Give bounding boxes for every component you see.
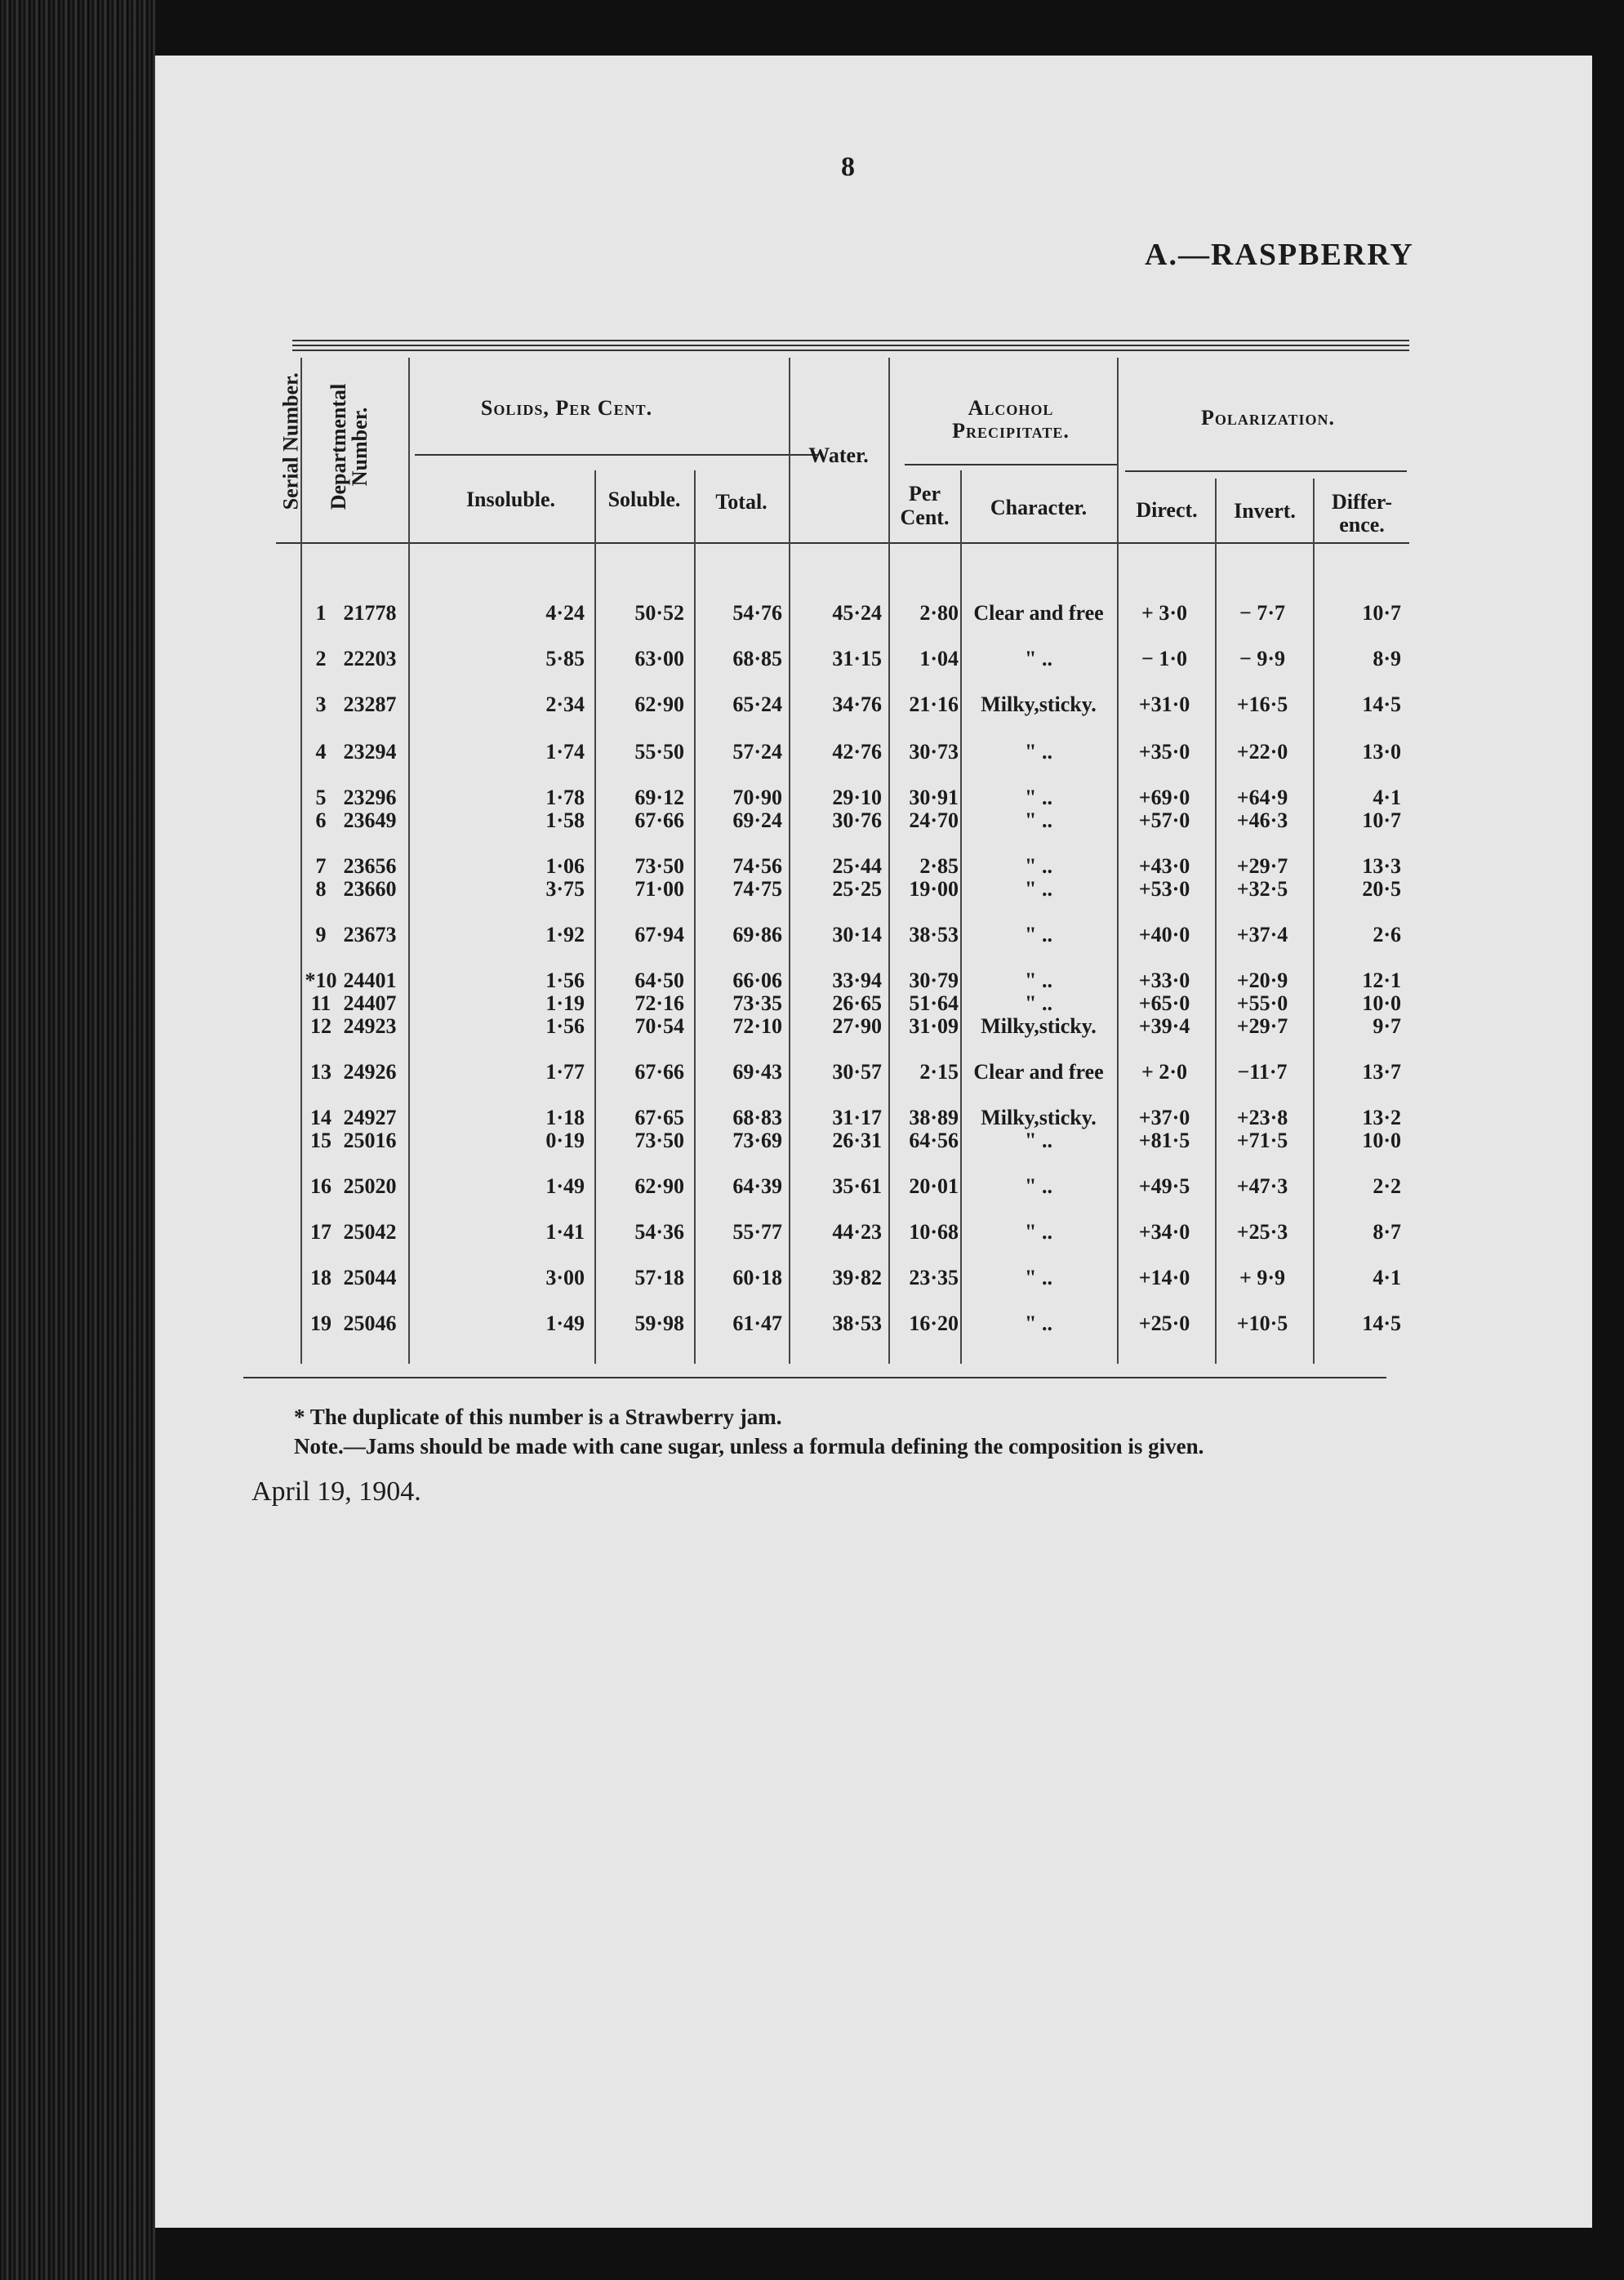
soluble-cell: 63·00	[634, 647, 684, 670]
serial-number-cell: 14	[310, 1106, 331, 1129]
character-cell: " ..	[1025, 854, 1052, 878]
soluble-cell: 73·50	[634, 854, 684, 878]
serial-number-cell: 19	[310, 1311, 331, 1335]
invert-cell: +22·0	[1236, 740, 1288, 764]
direct-cell: + 2·0	[1141, 1060, 1187, 1084]
table-bottom-rule	[243, 1377, 1386, 1378]
total-cell: 64·39	[732, 1174, 782, 1198]
invert-cell: +23·8	[1236, 1106, 1288, 1129]
invert-cell: − 7·7	[1239, 601, 1285, 625]
invert-cell: +25·3	[1236, 1220, 1288, 1244]
header-difference-line2: ence.	[1339, 513, 1385, 537]
direct-cell: +39·4	[1138, 1014, 1190, 1038]
soluble-cell: 69·12	[634, 786, 684, 809]
per-cent-cell: 24·70	[909, 808, 959, 832]
header-solids-group: Solids, Per Cent.	[480, 396, 653, 420]
character-cell: " ..	[1025, 1174, 1052, 1198]
header-water: Water.	[808, 443, 869, 467]
departmental-number-cell: 23649	[343, 808, 397, 832]
direct-cell: +35·0	[1138, 740, 1190, 764]
header-character: Character.	[990, 496, 1088, 519]
serial-number-cell: *10	[305, 969, 337, 992]
difference-cell: 20·5	[1362, 877, 1401, 901]
difference-cell: 13·2	[1362, 1106, 1401, 1129]
direct-cell: +69·0	[1138, 786, 1190, 809]
insoluble-cell: 1·06	[545, 854, 585, 878]
soluble-cell: 70·54	[634, 1014, 684, 1038]
table-top-rule-2	[292, 345, 1409, 346]
total-cell: 57·24	[732, 740, 782, 764]
invert-cell: +46·3	[1236, 808, 1288, 832]
total-cell: 74·56	[732, 854, 782, 878]
header-bottom-rule	[276, 542, 1409, 544]
per-cent-cell: 19·00	[909, 877, 959, 901]
departmental-number-cell: 21778	[343, 601, 397, 625]
character-cell: " ..	[1025, 923, 1052, 946]
per-cent-cell: 16·20	[909, 1311, 959, 1335]
departmental-number-cell: 24407	[343, 991, 397, 1015]
character-cell: Clear and free	[973, 601, 1104, 625]
departmental-number-cell: 25016	[343, 1129, 397, 1152]
total-cell: 69·86	[732, 923, 782, 946]
header-insoluble: Insoluble.	[465, 488, 556, 511]
direct-cell: +53·0	[1138, 877, 1190, 901]
insoluble-cell: 1·49	[545, 1174, 585, 1198]
total-cell: 70·90	[732, 786, 782, 809]
difference-cell: 2·6	[1373, 923, 1401, 946]
header-difference-line1: Differ-	[1331, 490, 1393, 514]
water-cell: 29·10	[832, 786, 882, 809]
insoluble-cell: 1·19	[545, 991, 585, 1015]
direct-cell: + 3·0	[1141, 601, 1187, 625]
soluble-cell: 62·90	[634, 692, 684, 716]
direct-cell: +65·0	[1138, 991, 1190, 1015]
difference-cell: 13·0	[1362, 740, 1401, 764]
solids-group-rule	[415, 454, 819, 456]
per-cent-cell: 1·04	[919, 647, 959, 670]
serial-number-cell: 4	[315, 740, 327, 764]
invert-cell: +10·5	[1236, 1311, 1288, 1335]
soluble-cell: 67·66	[634, 1060, 684, 1084]
soluble-cell: 67·66	[634, 808, 684, 832]
header-serial-number: Serial Number.	[278, 372, 303, 510]
serial-number-cell: 6	[315, 808, 327, 832]
serial-number-cell: 12	[310, 1014, 331, 1038]
per-cent-cell: 30·91	[909, 786, 959, 809]
difference-cell: 10·0	[1362, 991, 1401, 1015]
soluble-cell: 50·52	[634, 601, 684, 625]
departmental-number-cell: 24927	[343, 1106, 397, 1129]
character-cell: Milky,sticky.	[981, 1106, 1097, 1129]
total-cell: 66·06	[732, 969, 782, 992]
total-cell: 68·83	[732, 1106, 782, 1129]
soluble-cell: 72·16	[634, 991, 684, 1015]
water-cell: 35·61	[832, 1174, 882, 1198]
invert-cell: −11·7	[1237, 1060, 1288, 1084]
difference-cell: 13·7	[1362, 1060, 1401, 1084]
per-cent-cell: 31·09	[909, 1014, 959, 1038]
water-cell: 38·53	[832, 1311, 882, 1335]
header-alcohol-line1: Alcohol	[968, 396, 1054, 420]
serial-number-cell: 2	[315, 647, 327, 670]
serial-number-cell: 1	[315, 601, 327, 625]
water-cell: 45·24	[832, 601, 882, 625]
table-top-rule	[292, 340, 1409, 341]
difference-cell: 10·7	[1362, 601, 1401, 625]
water-cell: 39·82	[832, 1266, 882, 1289]
total-cell: 60·18	[732, 1266, 782, 1289]
insoluble-cell: 4·24	[545, 601, 585, 625]
header-soluble: Soluble.	[607, 488, 681, 511]
difference-cell: 8·7	[1373, 1220, 1401, 1244]
invert-cell: + 9·9	[1239, 1266, 1285, 1289]
insoluble-cell: 1·92	[545, 923, 585, 946]
invert-cell: +64·9	[1236, 786, 1288, 809]
alcohol-group-rule	[905, 464, 1119, 465]
water-cell: 33·94	[832, 969, 882, 992]
per-cent-cell: 51·64	[909, 991, 959, 1015]
serial-number-cell: 16	[310, 1174, 331, 1198]
invert-cell: +55·0	[1236, 991, 1288, 1015]
direct-cell: +37·0	[1138, 1106, 1190, 1129]
departmental-number-cell: 23287	[343, 692, 397, 716]
departmental-number-cell: 23296	[343, 786, 397, 809]
soluble-cell: 71·00	[634, 877, 684, 901]
soluble-cell: 67·65	[634, 1106, 684, 1129]
difference-cell: 2·2	[1373, 1174, 1401, 1198]
water-cell: 25·25	[832, 877, 882, 901]
per-cent-cell: 2·80	[919, 601, 959, 625]
direct-cell: +81·5	[1138, 1129, 1190, 1152]
header-per-cent-line1: Per	[909, 482, 941, 505]
insoluble-cell: 1·74	[545, 740, 585, 764]
soluble-cell: 73·50	[634, 1129, 684, 1152]
water-cell: 26·65	[832, 991, 882, 1015]
header-polarization-group: Polarization.	[1200, 406, 1336, 430]
direct-cell: +14·0	[1138, 1266, 1190, 1289]
soluble-cell: 67·94	[634, 923, 684, 946]
insoluble-cell: 0·19	[545, 1129, 585, 1152]
total-cell: 69·24	[732, 808, 782, 832]
header-alcohol-line2: Precipitate.	[952, 419, 1070, 443]
serial-number-cell: 13	[310, 1060, 331, 1084]
difference-cell: 8·9	[1373, 647, 1401, 670]
insoluble-cell: 1·78	[545, 786, 585, 809]
character-cell: " ..	[1025, 1220, 1052, 1244]
soluble-cell: 55·50	[634, 740, 684, 764]
per-cent-cell: 38·53	[909, 923, 959, 946]
water-cell: 42·76	[832, 740, 882, 764]
difference-cell: 9·7	[1373, 1014, 1401, 1038]
serial-number-cell: 7	[315, 854, 327, 878]
serial-number-cell: 17	[310, 1220, 331, 1244]
departmental-number-cell: 23656	[343, 854, 397, 878]
water-cell: 44·23	[832, 1220, 882, 1244]
departmental-number-cell: 25044	[343, 1266, 397, 1289]
polarization-group-rule	[1125, 470, 1407, 472]
character-cell: " ..	[1025, 1311, 1052, 1335]
book-binding	[0, 0, 155, 2280]
serial-number-cell: 3	[315, 692, 327, 716]
character-cell: " ..	[1025, 786, 1052, 809]
departmental-number-cell: 25046	[343, 1311, 397, 1335]
serial-number-cell: 15	[310, 1129, 331, 1152]
per-cent-cell: 2·15	[919, 1060, 959, 1084]
table-top-rule-3	[292, 350, 1409, 351]
water-cell: 31·17	[832, 1106, 882, 1129]
direct-cell: +31·0	[1138, 692, 1190, 716]
difference-cell: 14·5	[1362, 1311, 1401, 1335]
departmental-number-cell: 25020	[343, 1174, 397, 1198]
difference-cell: 14·5	[1362, 692, 1401, 716]
soluble-cell: 62·90	[634, 1174, 684, 1198]
serial-number-cell: 5	[315, 786, 327, 809]
header-invert: Invert.	[1234, 499, 1296, 523]
analysis-table	[268, 283, 1409, 1369]
difference-cell: 10·7	[1362, 808, 1401, 832]
character-cell: " ..	[1025, 991, 1052, 1015]
direct-cell: +34·0	[1138, 1220, 1190, 1244]
total-cell: 73·69	[732, 1129, 782, 1152]
soluble-cell: 64·50	[634, 969, 684, 992]
direct-cell: +40·0	[1138, 923, 1190, 946]
total-cell: 69·43	[732, 1060, 782, 1084]
direct-cell: +49·5	[1138, 1174, 1190, 1198]
total-cell: 73·35	[732, 991, 782, 1015]
per-cent-cell: 23·35	[909, 1266, 959, 1289]
direct-cell: +33·0	[1138, 969, 1190, 992]
water-cell: 30·14	[832, 923, 882, 946]
character-cell: Clear and free	[973, 1060, 1104, 1084]
invert-cell: +37·4	[1236, 923, 1288, 946]
character-cell: " ..	[1025, 877, 1052, 901]
serial-number-cell: 18	[310, 1266, 331, 1289]
insoluble-cell: 1·56	[545, 969, 585, 992]
total-cell: 61·47	[732, 1311, 782, 1335]
footnote: * The duplicate of this number is a Strawberry jam.	[294, 1405, 782, 1429]
total-cell: 65·24	[732, 692, 782, 716]
water-cell: 27·90	[832, 1014, 882, 1038]
invert-cell: +20·9	[1236, 969, 1288, 992]
water-cell: 31·15	[832, 647, 882, 670]
character-cell: " ..	[1025, 1266, 1052, 1289]
soluble-cell: 59·98	[634, 1311, 684, 1335]
insoluble-cell: 1·77	[545, 1060, 585, 1084]
per-cent-cell: 2·85	[919, 854, 959, 878]
difference-cell: 4·1	[1373, 1266, 1401, 1289]
insoluble-cell: 3·00	[545, 1266, 585, 1289]
water-cell: 30·76	[832, 808, 882, 832]
page-number: 8	[841, 152, 855, 182]
serial-number-cell: 9	[315, 923, 327, 946]
invert-cell: +29·7	[1236, 854, 1288, 878]
header-total: Total.	[715, 490, 768, 514]
per-cent-cell: 64·56	[909, 1129, 959, 1152]
insoluble-cell: 3·75	[545, 877, 585, 901]
invert-cell: +32·5	[1236, 877, 1288, 901]
direct-cell: − 1·0	[1141, 647, 1187, 670]
direct-cell: +25·0	[1138, 1311, 1190, 1335]
per-cent-cell: 30·73	[909, 740, 959, 764]
insoluble-cell: 1·41	[545, 1220, 585, 1244]
character-cell: " ..	[1025, 647, 1052, 670]
departmental-number-cell: 22203	[343, 647, 397, 670]
per-cent-cell: 20·01	[909, 1174, 959, 1198]
header-direct: Direct.	[1136, 498, 1198, 522]
header-departmental-number	[328, 353, 371, 541]
water-cell: 34·76	[832, 692, 882, 716]
soluble-cell: 54·36	[634, 1220, 684, 1244]
character-cell: Milky,sticky.	[981, 692, 1097, 716]
total-cell: 72·10	[732, 1014, 782, 1038]
character-cell: " ..	[1025, 969, 1052, 992]
departmental-number-cell: 24926	[343, 1060, 397, 1084]
total-cell: 68·85	[732, 647, 782, 670]
difference-cell: 10·0	[1362, 1129, 1401, 1152]
difference-cell: 12·1	[1362, 969, 1401, 992]
character-cell: " ..	[1025, 740, 1052, 764]
header-per-cent-line2: Cent.	[900, 505, 950, 529]
total-cell: 55·77	[732, 1220, 782, 1244]
note: Note.—Jams should be made with cane sugar, unless a formula defining the composition is given.	[294, 1434, 1204, 1458]
total-cell: 74·75	[732, 877, 782, 901]
direct-cell: +57·0	[1138, 808, 1190, 832]
header-departmental-number-text: Departmental Number.	[327, 383, 372, 510]
departmental-number-cell: 23673	[343, 923, 397, 946]
water-cell: 26·31	[832, 1129, 882, 1152]
per-cent-cell: 30·79	[909, 969, 959, 992]
insoluble-cell: 2·34	[545, 692, 585, 716]
invert-cell: +71·5	[1236, 1129, 1288, 1152]
difference-cell: 4·1	[1373, 786, 1401, 809]
invert-cell: − 9·9	[1239, 647, 1285, 670]
water-cell: 30·57	[832, 1060, 882, 1084]
document-page	[155, 56, 1592, 2228]
insoluble-cell: 1·18	[545, 1106, 585, 1129]
departmental-number-cell: 24923	[343, 1014, 397, 1038]
date: April 19, 1904.	[251, 1476, 421, 1507]
per-cent-cell: 21·16	[909, 692, 959, 716]
per-cent-cell: 10·68	[909, 1220, 959, 1244]
serial-number-cell: 8	[315, 877, 327, 901]
direct-cell: +43·0	[1138, 854, 1190, 878]
water-cell: 25·44	[832, 854, 882, 878]
departmental-number-cell: 23294	[343, 740, 397, 764]
difference-cell: 13·3	[1362, 854, 1401, 878]
soluble-cell: 57·18	[634, 1266, 684, 1289]
character-cell: Milky,sticky.	[981, 1014, 1097, 1038]
departmental-number-cell: 25042	[343, 1220, 397, 1244]
serial-number-cell: 11	[310, 991, 331, 1015]
departmental-number-cell: 23660	[343, 877, 397, 901]
insoluble-cell: 1·56	[545, 1014, 585, 1038]
section-title: A.—RASPBERRY	[1145, 238, 1414, 272]
invert-cell: +16·5	[1236, 692, 1288, 716]
invert-cell: +29·7	[1236, 1014, 1288, 1038]
character-cell: " ..	[1025, 1129, 1052, 1152]
total-cell: 54·76	[732, 601, 782, 625]
departmental-number-cell: 24401	[343, 969, 397, 992]
insoluble-cell: 5·85	[545, 647, 585, 670]
invert-cell: +47·3	[1236, 1174, 1288, 1198]
insoluble-cell: 1·49	[545, 1311, 585, 1335]
character-cell: " ..	[1025, 808, 1052, 832]
per-cent-cell: 38·89	[909, 1106, 959, 1129]
insoluble-cell: 1·58	[545, 808, 585, 832]
